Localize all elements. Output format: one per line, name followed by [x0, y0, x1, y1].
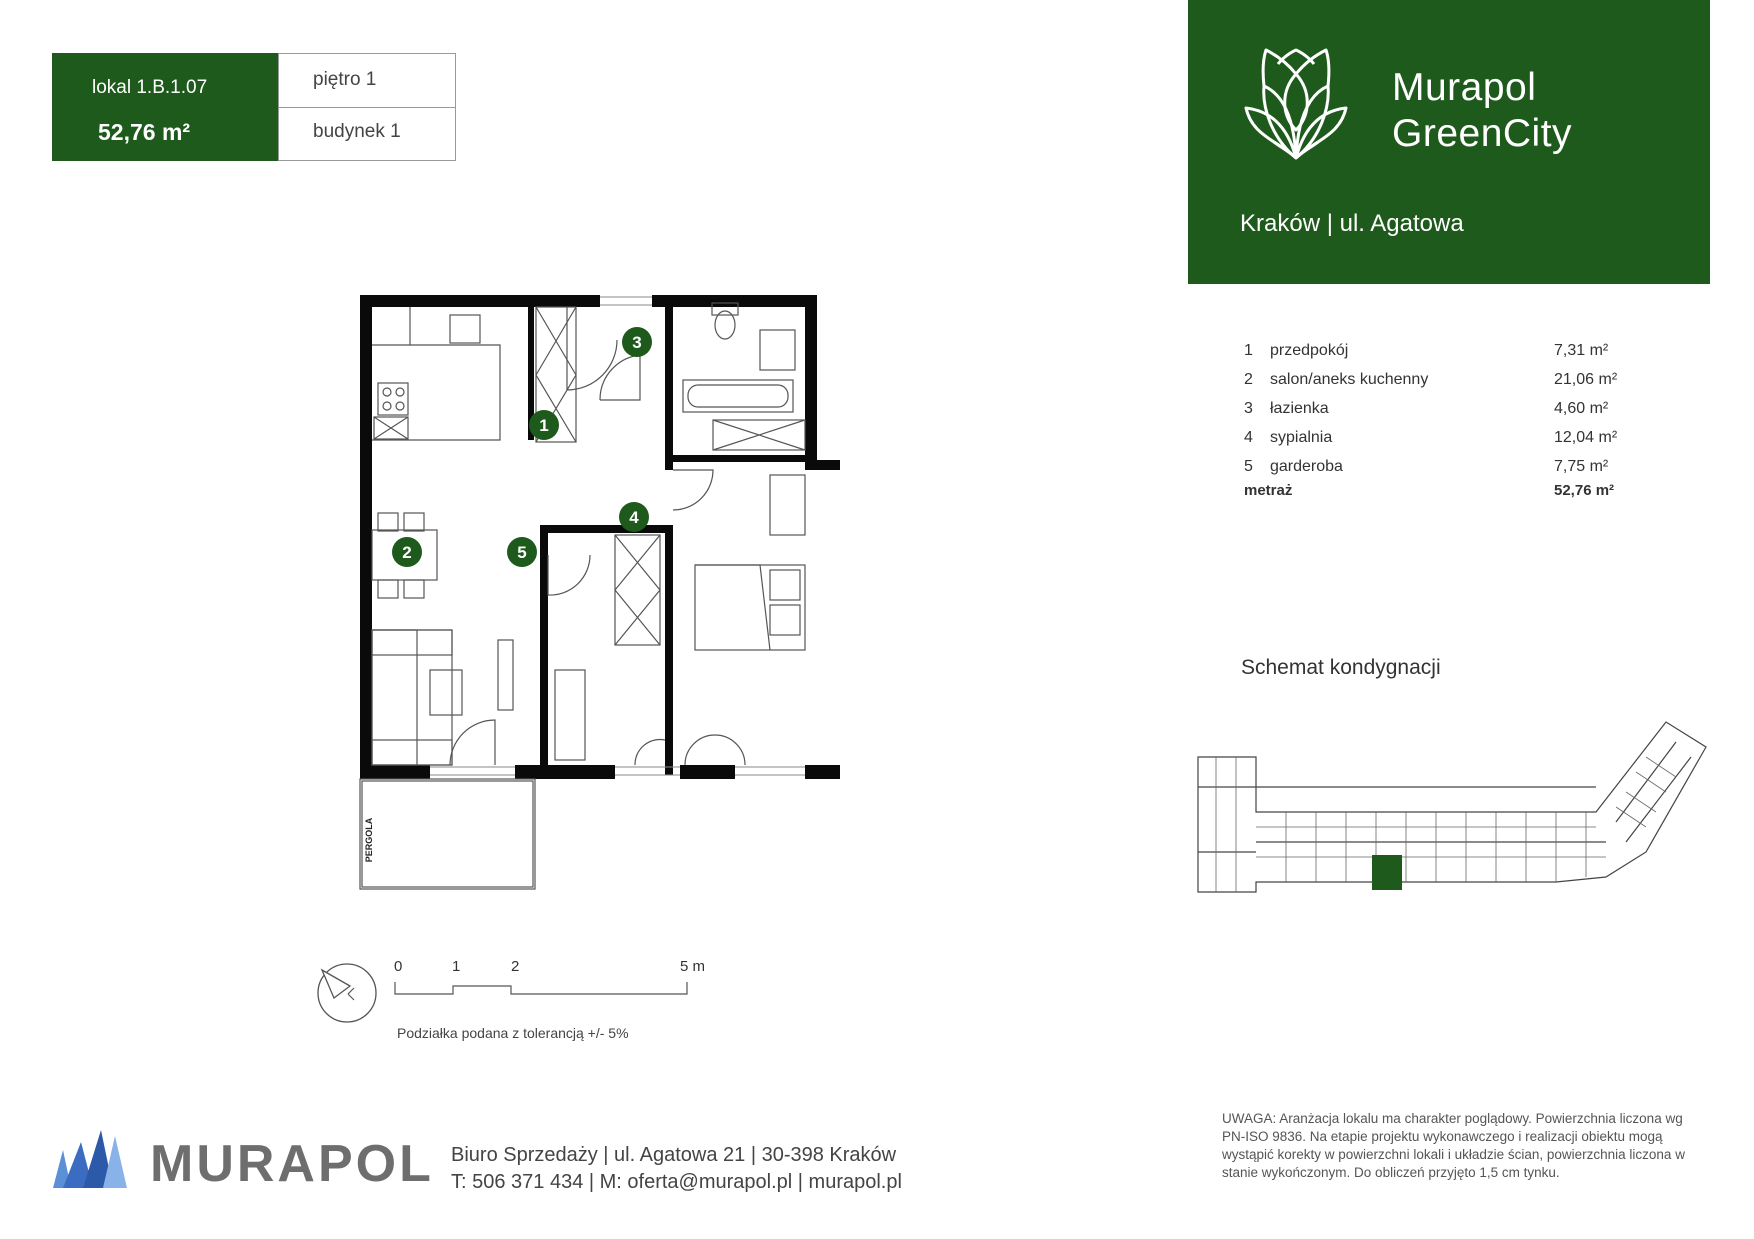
- scale-tick-label: 2: [511, 958, 520, 975]
- room-area: 7,75 m²: [1554, 458, 1609, 475]
- floor-schema-title: Schemat kondygnacji: [1241, 656, 1441, 679]
- unit-summary-box: [52, 53, 278, 161]
- north-arrow-icon: [312, 958, 382, 1028]
- unit-area: 52,76 m²: [98, 119, 191, 145]
- scale-ruler: [389, 980, 709, 996]
- floor-label: piętro 1: [313, 69, 377, 90]
- floor-plan: [350, 285, 840, 905]
- room-row: [1244, 458, 1624, 482]
- disclaimer-note: UWAGA: Aranżacja lokalu ma charakter poglądowy. Powierzchnia liczona wg PN-ISO 9836. Na etapie projektu wykonawczego i realizacji obiektu mogą wystąpić korekty w powierzchni lokali i układzie ścian, powierzchnia liczona w stanie wykończonym. Do obliczeń przyjęto 1,5 cm tynku.: [1222, 1111, 1685, 1180]
- murapol-wordmark: MURAPOL: [150, 1135, 434, 1193]
- scale-bar: [389, 958, 719, 998]
- scale-tick-label: 5 m: [680, 958, 706, 975]
- pergola-label: PERGOLA: [364, 817, 374, 863]
- room-number: 1: [1244, 342, 1253, 359]
- scale-tick-label: 1: [452, 958, 461, 975]
- room-table: [1244, 342, 1624, 504]
- room-area: 4,60 m²: [1554, 400, 1609, 417]
- brand-location: Kraków | ul. Agatowa: [1240, 210, 1464, 237]
- room-number: 4: [1244, 429, 1253, 446]
- room-marker-label-2: 2: [402, 543, 412, 562]
- room-name: sypialnia: [1270, 429, 1333, 446]
- total-label: metraż: [1244, 482, 1293, 499]
- room-row: [1244, 371, 1624, 400]
- room-name: łazienka: [1270, 400, 1329, 417]
- schema-building-outline: [1198, 722, 1706, 892]
- room-row: [1244, 400, 1624, 429]
- building-label: budynek 1: [313, 121, 401, 142]
- room-area: 12,04 m²: [1554, 429, 1618, 446]
- brand-name-line1: Murapol: [1392, 66, 1537, 109]
- greencity-logo-icon: [1244, 46, 1348, 162]
- sales-office-contact: T: 506 371 434 | M: oferta@murapol.pl | murapol.pl: [451, 1171, 902, 1193]
- total-value: 52,76 m²: [1554, 482, 1615, 499]
- plan-floor: [360, 300, 815, 730]
- unit-location-box: [278, 53, 456, 161]
- room-number: 3: [1244, 400, 1253, 417]
- floor-schema: [1196, 712, 1716, 904]
- room-row: [1244, 342, 1624, 371]
- unit-id: lokal 1.B.1.07: [92, 77, 208, 98]
- room-row: [1244, 429, 1624, 458]
- sales-office-address: Biuro Sprzedaży | ul. Agatowa 21 | 30-398 Kraków: [451, 1144, 897, 1166]
- room-marker-label-1: 1: [539, 416, 549, 435]
- current-unit-marker: [1372, 855, 1402, 890]
- schema-units: [1216, 757, 1676, 892]
- murapol-logo-icon: [53, 1128, 127, 1188]
- scale-tolerance-note: Podziałka podana z tolerancją +/- 5%: [397, 1025, 629, 1041]
- scale-tick-label: 0: [394, 958, 403, 975]
- brand-panel: [1188, 0, 1710, 284]
- room-number: 2: [1244, 371, 1253, 388]
- room-marker-label-5: 5: [517, 543, 527, 562]
- room-name: przedpokój: [1270, 342, 1349, 359]
- room-number: 5: [1244, 458, 1253, 475]
- room-area: 21,06 m²: [1554, 371, 1618, 388]
- brand-name-line2: GreenCity: [1392, 112, 1573, 155]
- room-name: garderoba: [1270, 458, 1343, 475]
- room-name: salon/aneks kuchenny: [1270, 371, 1429, 388]
- divider: [279, 107, 455, 108]
- total-row: [1244, 482, 1624, 504]
- room-marker-label-4: 4: [629, 508, 639, 527]
- room-marker-label-3: 3: [632, 333, 642, 352]
- room-area: 7,31 m²: [1554, 342, 1609, 359]
